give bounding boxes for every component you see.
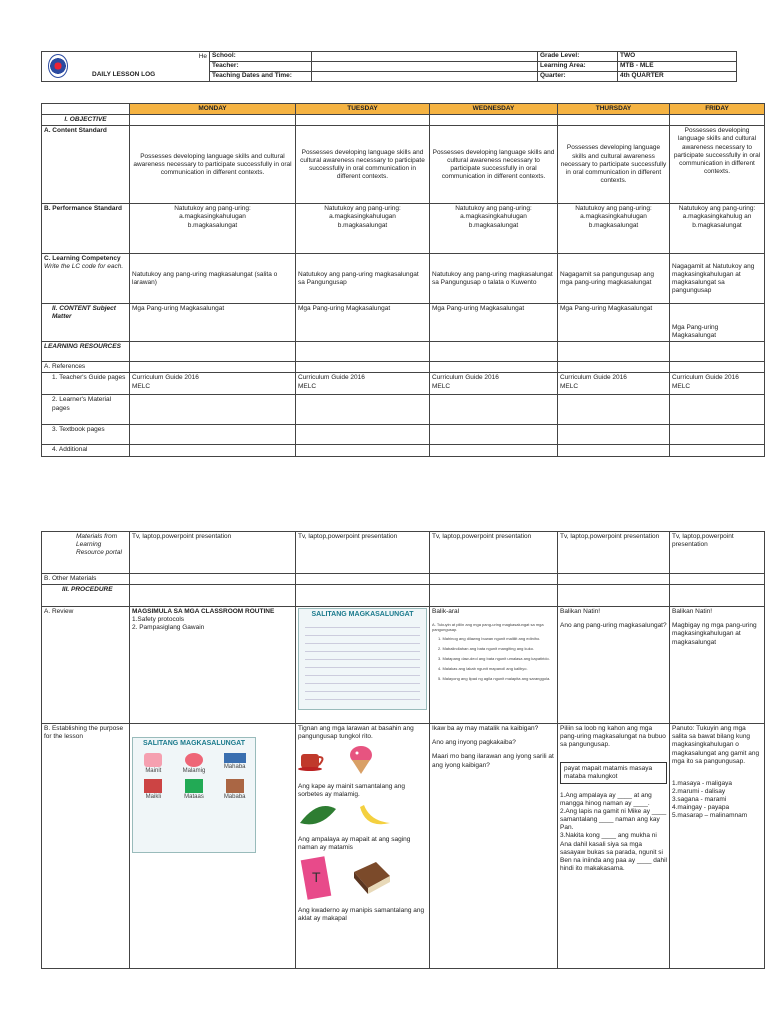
content-wed: Mga Pang-uring Magkasalungat [430,304,558,342]
purpose-thu: Piliin sa loob ng kahon ang mga pang-uring magkasalungat na bubuo sa pangungusap. payat mapait matamis masaya mataba malungkot 1.Ang ampalaya ay ____ at ang mangga hinog naman ay ____. 2.Ang lapis na gamit ni Mike ay ____ samantalang ____ naman ang kay Pan. 3.Nakita kong ____ ang mukha ni Ana dahil kasali siya sa mga sasayaw bukas sa parada, ngunit si Ben na iniinda ang paa ay ____ dahil hindi ito makakasama. [558,724,670,969]
purpose-label: B. Establishing the purpose for the lesson [42,724,130,969]
review-thu: Balikan Natin! Ano ang pang-uring magkasalungat? [558,607,670,724]
objective-label: I. OBJECTIVE [42,115,130,126]
notebook-icon [298,856,332,903]
quarter-label: Quarter: [538,72,618,82]
deped-seal-icon [48,54,68,78]
content-standard-thu: Possesses developing language skills and cultural awareness necessary to participate successfully in oral communication in different contexts. [558,126,670,204]
svg-text:T: T [312,869,321,886]
area-value: MTB - MLE [618,62,737,72]
lc-mon: Natutukoy ang pang-uring magkasalungat (salita o larawan) [130,254,296,304]
content-standard-wed: Possesses developing language skills and cultural awareness necessary to participate successfully in oral communication in different contexts. [430,126,558,204]
tg-label: 1. Teacher's Guide pages [42,373,130,395]
content-mon: Mga Pang-uring Magkasalungat [130,304,296,342]
mat-tue: Tv, laptop,powerpoint presentation [296,532,430,574]
coffee-cup-icon [298,748,328,775]
review-mon: MAGSIMULA SA MGA CLASSROOM ROUTINE 1.Safety protocols 2. Pampasiglang Gawain [130,607,296,724]
content-standard-tue: Possesses developing language skills and cultural awareness necessary to participate successfully in oral communication in different contexts. [296,126,430,204]
learning-resources-label: LEARNING RESOURCES [42,342,130,362]
dates-value [312,72,538,82]
references-label: A. References [42,362,130,373]
teacher-label: Teacher: [210,62,312,72]
purpose-tue: Tignan ang mga larawan at basahin ang pangungusap tungkol rito. Ang kape ay mainit samantalang ang sorbetes ay malamig. Ang ampalaya ay mapait at ang saging naman ay matamis T Ang kwaderno ay manipis samantalang ang aklat ay makapal [296,724,430,969]
word-box: payat mapait matamis masaya mataba malungkot [560,762,667,784]
day-wednesday: WEDNESDAY [430,104,558,115]
corner-cell [42,104,130,115]
grade-label: Grade Level: [538,52,618,62]
area-label: Learning Area: [538,62,618,72]
content-standard-mon: Possesses developing language skills and cultural awareness necessary to participate successfully in oral communication in different contexts. [130,126,296,204]
review-wed: Balik-aral A. Tukuyin at piliin ang mga pang-uring magkasalungat sa mga pangungusap. 1. Mahinog ang dilawng buwan ngunit maliliit ang ediniho. 2. Mabalindiahan ang bata ngunit mangiting ang kuko. 3. Matapang daw-deol ang bata ngunit umalasa ang kapatirido. 4. Malakas ang lakab ngunit mapanoil ang kalibyo. 5. Malayong ang lipad ng agila ngunit malapita ang saranggola. [430,607,558,724]
day-friday: FRIDAY [670,104,765,115]
day-tuesday: TUESDAY [296,104,430,115]
dates-label: Teaching Dates and Time: [210,72,312,82]
mat-wed: Tv, laptop,powerpoint presentation [430,532,558,574]
content-standard-fri: Possesses developing language skills and cultural awareness necessary to participate successfully in oral communication in different contexts. [670,126,765,204]
content-thu: Mga Pang-uring Magkasalungat [558,304,670,342]
quarter-value: 4th QUARTER [618,72,737,82]
opposites-worksheet-image: SALITANG MAGKASALUNGAT Mainit Malamig Mahaba Maikli Mataas Mababa [132,737,256,853]
ice-cream-icon [346,745,376,778]
tg-fri: Curriculum Guide 2016 MELC [670,373,765,395]
competency-label: C. Learning Competency Write the LC code for each. [42,254,130,304]
lc-fri: Nagagamit at Natutukoy ang magkasingkahulugan at magkasalungat sa pangungusap [670,254,765,304]
tg-wed: Curriculum Guide 2016 MELC [430,373,558,395]
header-he: He [198,53,207,60]
procedure-label: III. PROCEDURE [42,585,130,607]
content-standard-label: A. Content Standard [42,126,130,204]
banana-icon [356,803,392,832]
additional-label: 4. Additional [42,445,130,456]
school-label: School: [210,52,312,62]
performance-standard-label: B. Performance Standard [42,204,130,254]
teacher-value [312,62,538,72]
tg-tue: Curriculum Guide 2016 MELC [296,373,430,395]
perf-tue: Natutukoy ang pang-uring: a.magkasingkahulugan b.magkasalungat [296,204,430,254]
tg-thu: Curriculum Guide 2016 MELC [558,373,670,395]
lc-wed: Natutukoy ang pang-uring magkasalungat sa Pangungusap o talata o Kuwento [430,254,558,304]
textbook-label: 3. Textbook pages [42,425,130,445]
content-label: II. CONTENT Subject Matter [42,304,130,342]
review-fri: Balikan Natin! Magbigay ng mga pang-uring magkasingkahulugan at magkasalungat [670,607,765,724]
lc-thu: Nagagamit sa pangungusap ang mga pang-uring magkasalungat [558,254,670,304]
header-title: DAILY LESSON LOG [92,71,156,78]
lesson-table-page1 [41,103,765,457]
grade-value: TWO [618,52,737,62]
lc-tue: Natutukoy ang pang-uring magkasalungat sa Pangungusap [296,254,430,304]
purpose-fri: Panuto: Tukuyin ang mga salita sa bawat bilang kung magkasingkahulugan o magkasalungat ang gamit ang mga ito sa pangungusap. 1.masaya - maligaya 2.marumi - dalisay 3.sagana - marami 4.maingay - payapa 5.masarap – malinamnam [670,724,765,969]
review-tue [296,607,430,724]
lm-label: 2. Learner's Material pages [42,395,130,425]
mat-mon: Tv, laptop,powerpoint presentation [130,532,296,574]
perf-wed: Natutukoy ang pang-uring: a.magkasingkahulugan b.magkasalungat [430,204,558,254]
day-monday: MONDAY [130,104,296,115]
materials-label: Materials from Learning Resource portal [42,532,130,574]
book-icon [350,858,392,901]
school-value [312,52,538,62]
day-thursday: THURSDAY [558,104,670,115]
purpose-mon [130,724,296,969]
tg-mon: Curriculum Guide 2016 MELC [130,373,296,395]
lesson-table-page2 [41,531,765,969]
other-materials-label: B. Other Materials [42,574,130,585]
perf-mon: Natutukoy ang pang-uring: a.magkasingkahulugan b.magkasalungat [130,204,296,254]
bitter-gourd-icon [298,803,338,832]
header-table [41,51,737,82]
perf-thu: Natutukoy ang pang-uring: a.magkasingkahulugan b.magkasalungat [558,204,670,254]
content-tue: Mga Pang-uring Magkasalungat [296,304,430,342]
review-label: A. Review [42,607,130,724]
mat-thu: Tv, laptop,powerpoint presentation [558,532,670,574]
mat-fri: Tv, laptop,powerpoint presentation [670,532,765,574]
perf-fri: Natutukoy ang pang-uring: a.magkasingkahulug an b.magkasalungat [670,204,765,254]
worksheet-image: SALITANG MAGKASALUNGAT [298,608,427,710]
content-fri: Mga Pang-uring Magkasalungat [670,304,765,342]
purpose-wed: Ikaw ba ay may matalik na kaibigan? Ano ang inyong pagkakaiba? Maari mo bang ilarawan ang iyong sarili at ang iyong kaibigan? [430,724,558,969]
